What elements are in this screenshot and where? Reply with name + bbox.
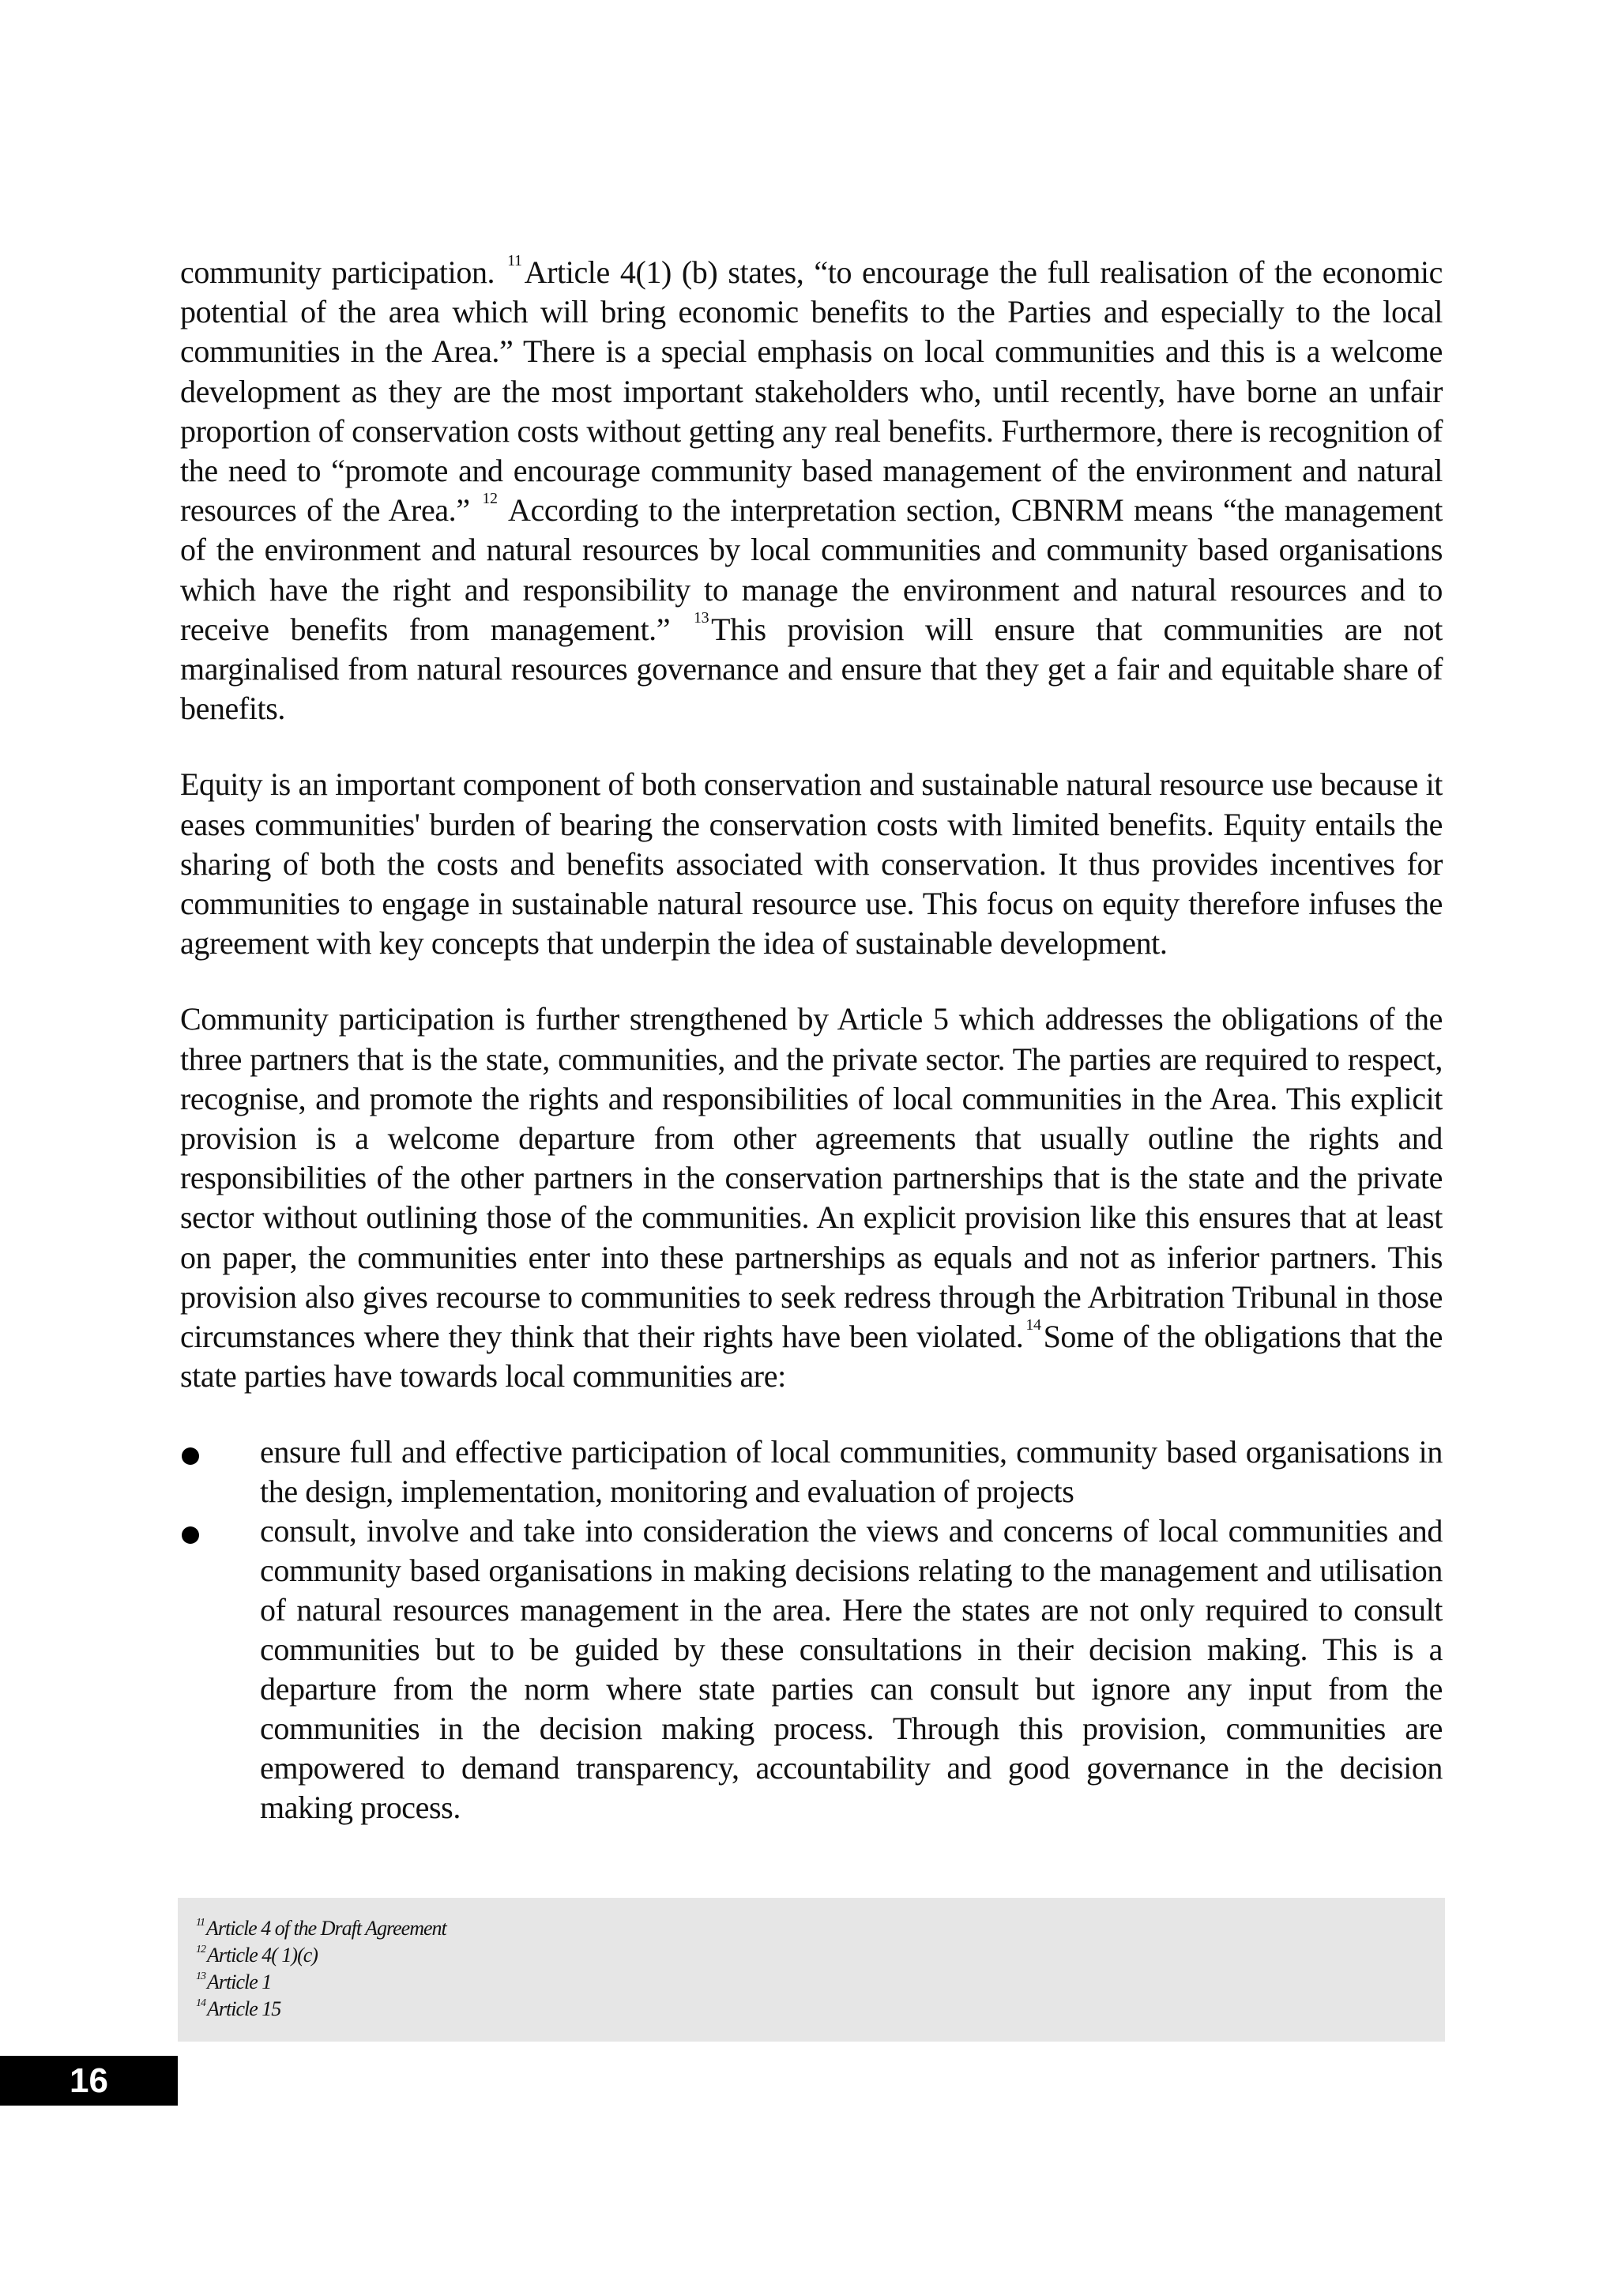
footnote-text: Article 4( 1)(c) xyxy=(207,1944,318,1967)
paragraph-text: Some of the obligations that the state parties have towards local communities are: xyxy=(180,1319,1443,1395)
footnote-14 xyxy=(196,1996,1445,2023)
paragraph-text: Community participation is further strengthened by Article 5 which addresses the obligations of the three partners that is the state, communities, and the private sector. The parties are required to respect, recognise, and promote the rights and responsibilities of local communities in the Area. This explicit provision is a welcome departure from other agreements that usually outline the rights and responsibilities of the other partners in the conservation partnerships that is the state and the private sector without outlining those of the communities. An explicit provision like this ensures that at least on paper, the communities enter into these partnerships as equals and not as inferior partners. This provision also gives recourse to communities to seek redress through the Arbitration Tribunal in those circumstances where they think that their rights have been violated. xyxy=(180,1001,1443,1355)
paragraph-text: Article 4(1) (b) states, “to encourage the full realisation of the economic potential of the area which will bring economic benefits to the Parties and especially to the local communities in the Area.” There is a special emphasis on local communities and this is a welcome development as they are the most important stakeholders who, until recently, have borne an unfair proportion of conservation costs without getting any real benefits. Furthermore, there is recognition of the need to “promote and encourage community based management of the environment and natural resources of the Area.” xyxy=(180,254,1443,529)
paragraph-obligations xyxy=(180,999,1443,1396)
bullet-icon xyxy=(182,1447,199,1465)
paragraph-text: community participation. xyxy=(180,254,506,290)
list-item-text: ensure full and effective participation of local communities, community based organisations in the design, implementation, monitoring and evaluation of projects xyxy=(260,1434,1443,1510)
footnote-ref-12[interactable]: 12 xyxy=(482,490,498,508)
footnote-text: Article 4 of the Draft Agreement xyxy=(205,1917,446,1940)
footnote-text: Article 1 xyxy=(207,1970,272,1993)
list-item xyxy=(180,1432,1443,1511)
paragraph-text: According to the interpretation section, CBNRM means “the management of the environment and natural resources by local communities and community based organisations which have the right and responsibility to manage the environment and natural resources and to receive benefits from management.” xyxy=(180,492,1443,647)
footnote-11 xyxy=(196,1915,1445,1942)
footnote-ref-14[interactable]: 14 xyxy=(1025,1316,1041,1334)
footnotes-box xyxy=(178,1898,1445,2042)
obligations-list xyxy=(180,1432,1443,1827)
footnote-text: Article 15 xyxy=(207,1997,281,2020)
footnote-number: 13 xyxy=(196,1970,205,1982)
footnote-ref-11[interactable]: 11 xyxy=(507,252,522,269)
footnote-number: 12 xyxy=(196,1944,205,1955)
footnote-number: 11 xyxy=(196,1917,205,1929)
list-item xyxy=(180,1511,1443,1827)
paragraph-community-participation xyxy=(180,253,1443,728)
bullet-icon xyxy=(182,1526,199,1544)
footnote-ref-13[interactable]: 13 xyxy=(693,608,709,627)
list-item-text: consult, involve and take into consideration the views and concerns of local communities and community based organisations in making decisions relating to the management and utilisation of natural resources management in the area. Here the states are not only required to consult communities but to be guided by these consultations in their decision making. This is a departure from the norm where state parties can consult but ignore any input from the communities in the decision making process. Through this provision, communities are empowered to demand transparency, accountability and good governance in the decision making process. xyxy=(260,1513,1443,1826)
page-number: 16 xyxy=(0,2056,178,2106)
footnote-number: 14 xyxy=(196,1997,205,2009)
footnote-12 xyxy=(196,1942,1445,1969)
paragraph-text: This provision will ensure that communities are not marginalised from natural resources governance and ensure that they get a fair and equitable share of benefits. xyxy=(180,611,1443,727)
paragraph-equity: Equity is an important component of both conservation and sustainable natural resource use because it eases communities' burden of bearing the conservation costs with limited benefits. Equity entails the sharing of both the costs and benefits associated with conservation. It thus provides incentives for communities to engage in sustainable natural resource use. This focus on equity therefore infuses the agreement with key concepts that underpin the idea of sustainable development. xyxy=(180,766,1443,962)
page-body xyxy=(180,253,1443,1827)
footnote-13 xyxy=(196,1969,1445,1996)
